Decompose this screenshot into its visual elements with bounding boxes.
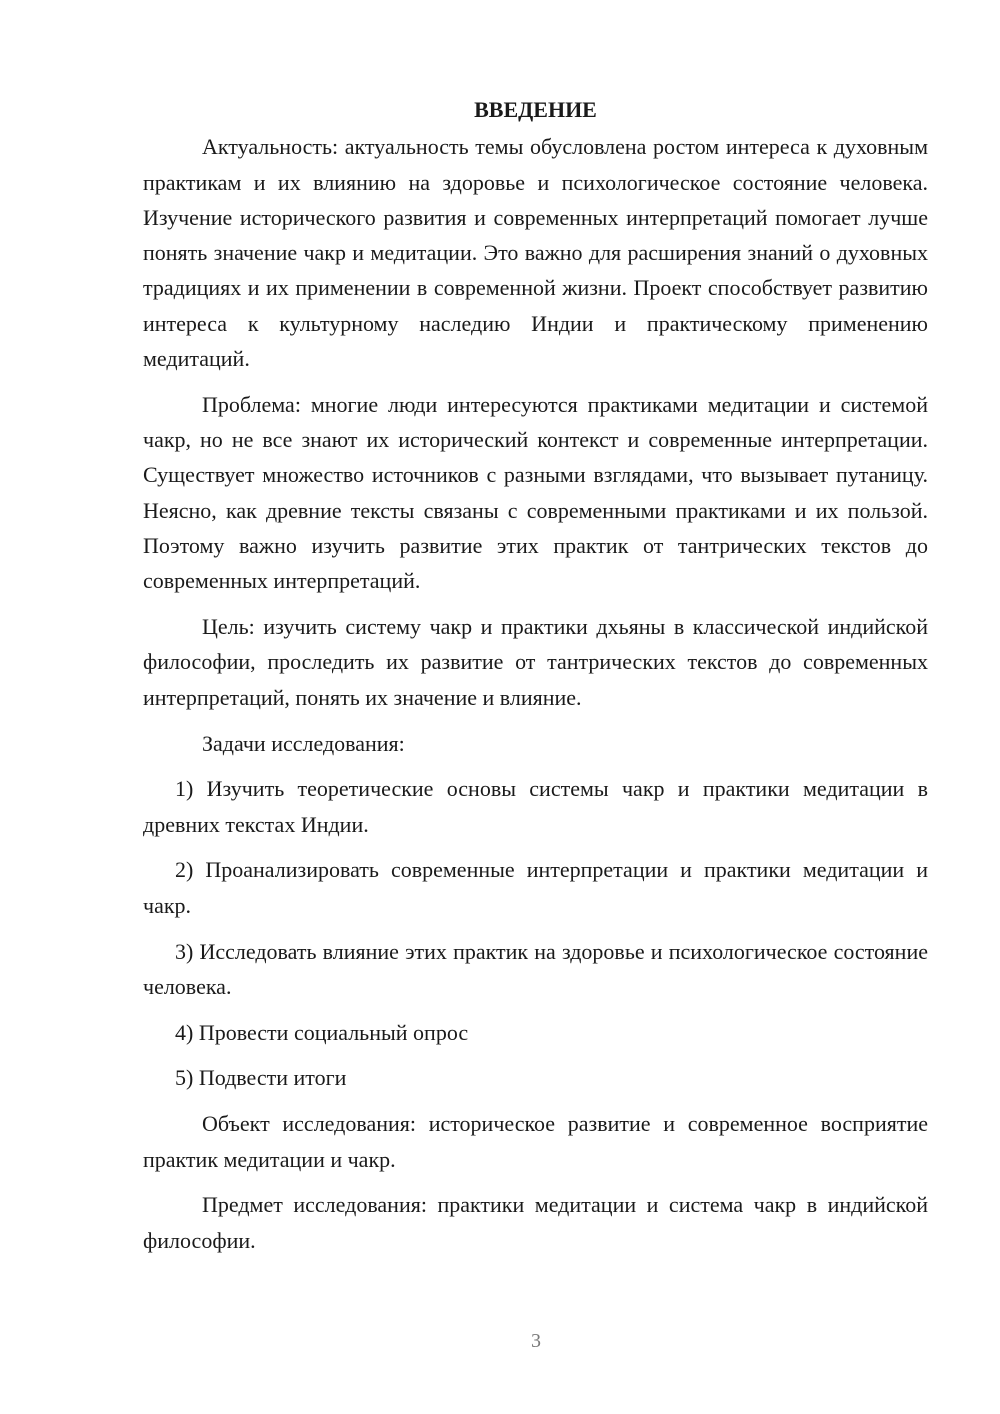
- task-item: 5) Подвести итоги: [175, 1065, 347, 1091]
- object-paragraph: Объект исследования: историческое развитие и современное восприятие практик медитации и чакр.: [143, 1111, 928, 1172]
- relevance-paragraph: Актуальность: актуальность темы обусловлена ростом интереса к духовным практикам и их влиянию на здоровье и психологическое состояние человека. Изучение исторического развития и современных интерпретаций помогает лучше понять значение чакр и медитации. Это важно для расширения знаний о духовных традициях и их применении в современной жизни. Проект способствует развитию интереса к культурному наследию Индии и практическому применению медитаций.: [143, 134, 928, 372]
- page-number: 3: [531, 1330, 541, 1352]
- goal-paragraph: Цель: изучить систему чакр и практики дхьяны в классической индийской философии, проследить их развитие от тантрических текстов до современных интерпретаций, понять их значение и влияние.: [143, 614, 928, 710]
- page-content: [143, 92, 928, 1268]
- subject-paragraph: Предмет исследования: практики медитации и система чакр в индийской философии.: [143, 1192, 928, 1253]
- problem-paragraph: Проблема: многие люди интересуются практиками медитации и системой чакр, но не все знают их исторический контекст и современные интерпретации. Существует множество источников с разными взглядами, что вызывает путаницу. Неясно, как древние тексты связаны с современными практиками и их пользой. Поэтому важно изучить развитие этих практик от тантрических текстов до современных интерпретаций.: [143, 391, 928, 594]
- page-title: ВВЕДЕНИЕ: [474, 97, 597, 122]
- task-item: 2) Проанализировать современные интерпретации и практики медитации и чакр.: [143, 857, 928, 918]
- task-item: 3) Исследовать влияние этих практик на здоровье и психологическое состояние человека.: [143, 938, 928, 999]
- tasks-heading: Задачи исследования:: [202, 730, 405, 756]
- task-item: 1) Изучить теоретические основы системы чакр и практики медитации в древних текстах Индии.: [143, 776, 928, 837]
- task-item: 4) Провести социальный опрос: [175, 1019, 469, 1045]
